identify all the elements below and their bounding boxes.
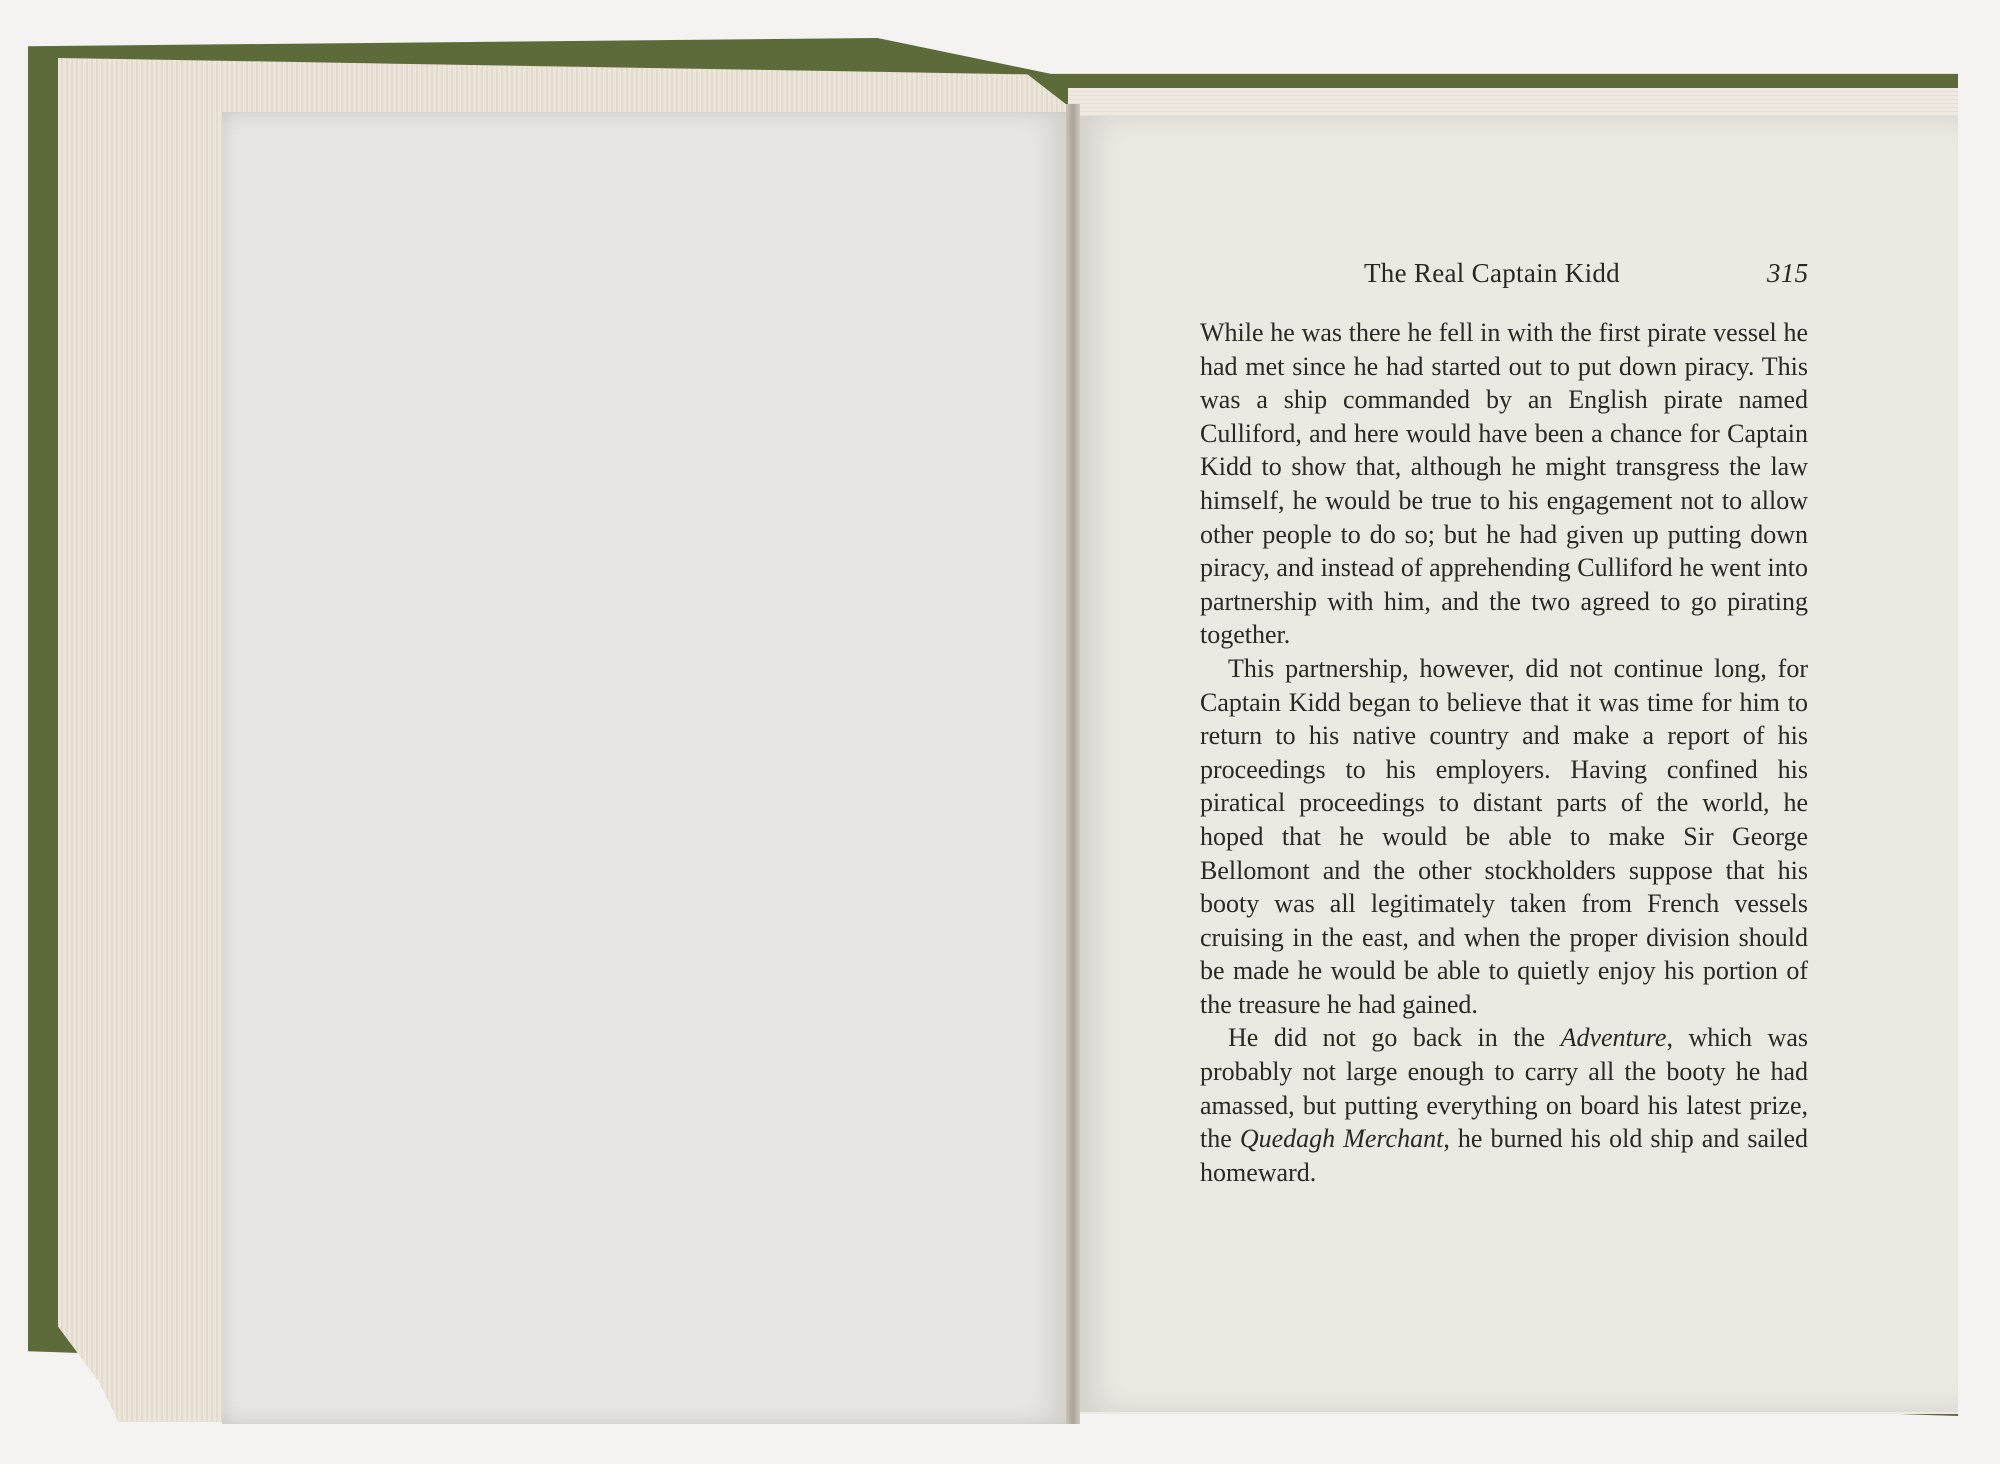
blank-left-page: [222, 112, 1070, 1424]
paragraph-2: This partnership, however, did not continue long, for Captain Kidd began to believe that it was time for him to return to his native country and make a report of his proceedings to his employers. Having confined his piratical proceedings to distant parts of the world, he hoped that he would be able to make Sir George Bellomont and the other stockholders suppose that his booty was all legitimately taken from French vessels cruising in the east, and when the proper division should be made he would be able to quietly enjoy his portion of the treasure he had gained.: [1200, 653, 1808, 1019]
ship-name-adventure: Adventure: [1560, 1023, 1667, 1053]
running-title: The Real Captain Kidd: [1364, 258, 1620, 288]
paragraph-3-part-2: , which was probably not large enough to carry all the booty he had amassed, but putting everything on board his latest prize, the: [1200, 1023, 1808, 1154]
book-gutter: [1066, 104, 1080, 1424]
paragraph-3-part-3: , he burned his old ship and sailed homeward.: [1200, 1124, 1808, 1187]
page-number: 315: [1767, 258, 1809, 288]
paragraph-3-part-1: He did not go back in the: [1228, 1023, 1561, 1053]
paragraph-3: [1200, 1021, 1808, 1189]
paragraph-1: While he was there he fell in with the first pirate vessel he had met since he had started out to put down piracy. This was a ship commanded by an English pirate named Culliford, and here would have been a chance for Captain Kidd to show that, although he might transgress the law himself, he would be true to his engagement not to allow other people to do so; but he had given up putting down piracy, and instead of apprehending Culliford he went into partnership with him, and the two agreed to go pirating together.: [1200, 318, 1808, 650]
ship-name-quedagh-merchant: Quedagh Merchant: [1239, 1124, 1444, 1154]
body-text: [1200, 316, 1808, 1189]
